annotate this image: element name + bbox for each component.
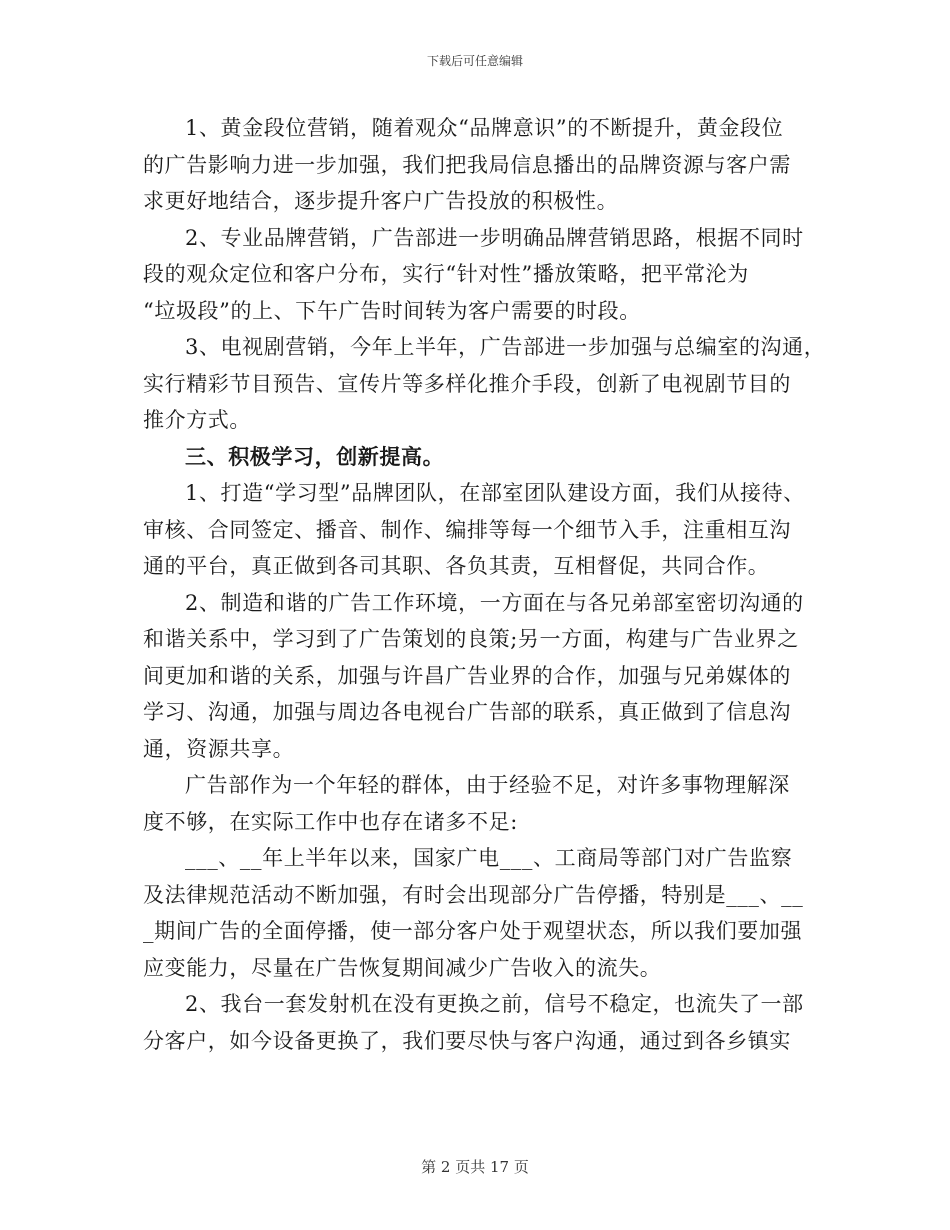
document-body	[143, 110, 833, 1059]
paragraph-line: 求更好地结合，逐步提升客户广告投放的积极性。	[143, 189, 619, 213]
paragraph-line: 1、打造“学习型”品牌团队，在部室团队建设方面，我们从接待、	[185, 481, 805, 505]
paragraph-line: 通的平台，真正做到各司其职、各负其责，互相督促，共同合作。	[143, 554, 770, 578]
paragraph-line: 度不够，在实际工作中也存在诸多不足:	[143, 809, 518, 834]
paragraph-line: 段的观众定位和客户分布，实行“针对性”播放策略，把平常沦为	[143, 262, 749, 286]
paragraph-line: 及法律规范活动不断加强，有时会出现部分广告停播，特别是___、__	[143, 882, 804, 907]
paragraph-line: 1、黄金段位营销，随着观众“品牌意识”的不断提升，黄金段位	[185, 116, 784, 140]
paragraph-line: 应变能力，尽量在广告恢复期间减少广告收入的流失。	[143, 955, 662, 980]
page-header: 下载后可任意编辑	[426, 54, 523, 68]
paragraph-line: 广告部作为一个年轻的群体，由于经验不足，对许多事物理解深	[185, 773, 790, 797]
paragraph-line: 的广告影响力进一步加强，我们把我局信息播出的品牌资源与客户需	[143, 152, 791, 177]
paragraph-line: 学习、沟通，加强与周边各电视台广告部的联系，真正做到了信息沟	[143, 700, 791, 724]
page-footer: 第 2 页共 17 页	[421, 1158, 529, 1176]
paragraph-line: 2、我台一套发射机在没有更换之前，信号不稳定，也流失了一部	[185, 992, 804, 1016]
paragraph-line: “垃圾段”的上、下午广告时间转为客户需要的时段。	[143, 298, 641, 323]
paragraph-line: 分客户，如今设备更换了，我们要尽快与客户沟通，通过到各乡镇实	[143, 1028, 791, 1053]
paragraph-line: 推介方式。	[143, 408, 251, 432]
paragraph-line: 通，资源共享。	[143, 736, 295, 761]
section-heading: 三、积极学习，创新提高。	[185, 443, 445, 469]
paragraph-line: 和谐关系中，学习到了广告策划的良策;另一方面，构建与广告业界之	[143, 627, 799, 651]
paragraph-line: 2、制造和谐的广告工作环境，一方面在与各兄弟部室密切沟通的	[185, 590, 804, 615]
paragraph-line: _期间广告的全面停播，使一部分客户处于观望状态，所以我们要加强	[143, 919, 803, 943]
paragraph-line: 3、电视剧营销，今年上半年，广告部进一步加强与总编室的沟通，	[185, 335, 826, 359]
paragraph-line: 2、专业品牌营销，广告部进一步明确品牌营销思路，根据不同时	[185, 225, 804, 250]
paragraph-line: ___、__年上半年以来，国家广电___、工商局等部门对广告监察	[185, 846, 793, 870]
paragraph-line: 实行精彩节目预告、宣传片等多样化推介手段，创新了电视剧节目的	[143, 371, 791, 396]
paragraph-line: 间更加和谐的关系，加强与许昌广告业界的合作，加强与兄弟媒体的	[143, 663, 791, 688]
paragraph-line: 审核、合同签定、播音、制作、编排等每一个细节入手，注重相互沟	[143, 517, 791, 542]
